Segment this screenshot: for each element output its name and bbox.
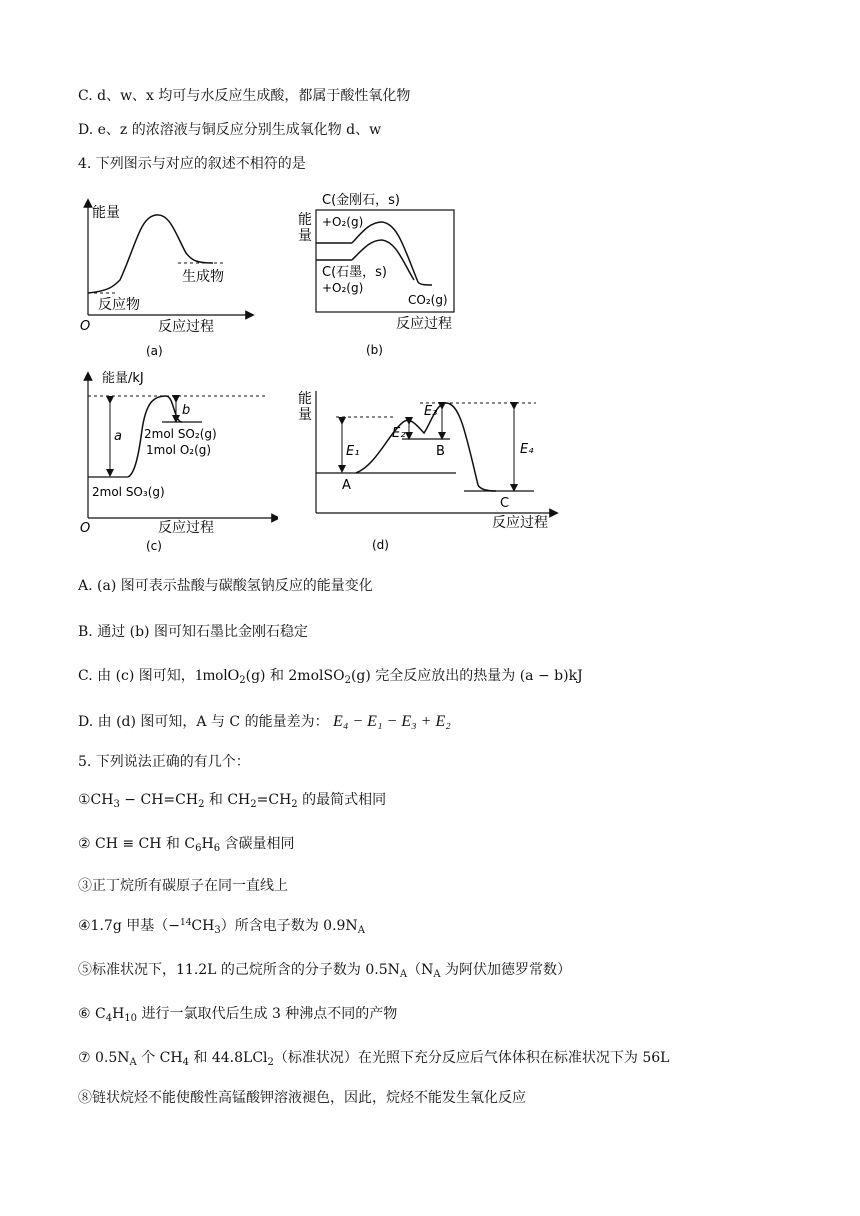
- fig-b-o2-top: +O₂(g): [322, 215, 364, 229]
- option-d-line: D. e、z 的浓溶液与铜反应分别生成氧化物 d、w: [78, 122, 382, 138]
- fig-a-origin: O: [80, 319, 91, 334]
- fig-a-reactant: 反应物: [98, 297, 140, 313]
- fig-b-o2-bottom: +O₂(g): [322, 281, 364, 295]
- statement-6: ⑥ $C_4H_{10}$ 进行一氯取代后生成 3 种沸点不同的产物: [78, 1006, 398, 1024]
- fig-d-ylabel-2: 量: [298, 407, 312, 423]
- fig-d-caption: (d): [372, 538, 389, 552]
- statement-7: ⑦ $0.5N_A$ 个 $CH_4$ 和 44.8LCl$_2$（标准状况）在光照下充分反应后气体体积在标准状况下为 56L: [78, 1050, 670, 1068]
- fig-a-xlabel: 反应过程: [158, 319, 214, 335]
- fig-d-e3: E₃: [424, 404, 438, 419]
- fig-b-caption: (b): [366, 343, 383, 357]
- fig-d-A: A: [342, 478, 351, 493]
- fig-a-caption: (a): [146, 344, 163, 358]
- statement-8: ⑧链状烷烃不能使酸性高锰酸钾溶液褪色，因此，烷烃不能发生氧化反应: [78, 1090, 526, 1106]
- fig-b-ylabel-2: 量: [298, 228, 312, 244]
- fig-d-C: C: [500, 496, 510, 511]
- statement-5: ⑤标准状况下，11.2L 的己烷所含的分子数为 $0.5N_A(N_A$ 为阿伏加德罗常数）: [78, 962, 572, 980]
- figure-c: [78, 370, 278, 560]
- option-a: A. (a) 图可表示盐酸与碳酸氢钠反应的能量变化: [78, 578, 373, 594]
- fig-a-product: 生成物: [182, 269, 224, 285]
- fig-d-ylabel-1: 能: [298, 391, 312, 407]
- fig-d-e4: E₄: [520, 442, 534, 457]
- statement-1: $①CH_3 - CH=CH_2$ 和 $CH_2=CH_2$ 的最简式相同: [78, 792, 387, 810]
- fig-c-b-label: b: [182, 403, 191, 418]
- statement-2: ② CH ≡ CH 和 $C_6H_6$ 含碳量相同: [78, 836, 295, 854]
- fig-c-origin: O: [80, 521, 91, 536]
- fig-c-so3: 2mol SO₃(g): [92, 485, 165, 499]
- fig-b-co2: CO₂(g): [408, 293, 448, 307]
- fig-a-ylabel: 能量: [92, 205, 120, 221]
- fig-c-o2: 1mol O₂(g): [146, 443, 212, 457]
- statement-3: ③正丁烷所有碳原子在同一直线上: [78, 878, 288, 894]
- fig-d-e2: E₂: [392, 426, 406, 441]
- fig-d-B: B: [436, 444, 445, 459]
- fig-b-ylabel-1: 能: [298, 212, 312, 228]
- option-c: C. 由 (c) 图可知，1molO$_2$(g) 和 2molSO$_2$(g) 完全反应放出的热量为 (a − b)kJ: [78, 667, 583, 686]
- figure-b: [296, 190, 466, 360]
- figure-a: [78, 195, 258, 360]
- question-4: 4. 下列图示与对应的叙述不相符的是: [78, 156, 306, 172]
- fig-d-e1: E₁: [346, 444, 360, 459]
- fig-c-a-label: a: [114, 429, 122, 444]
- fig-c-xlabel: 反应过程: [158, 520, 214, 536]
- figure-d: [296, 385, 566, 560]
- question-5: 5. 下列说法正确的有几个：: [78, 754, 250, 770]
- option-b: B. 通过 (b) 图可知石墨比金刚石稳定: [78, 624, 308, 640]
- fig-b-xlabel: 反应过程: [396, 316, 452, 332]
- fig-c-ylabel: 能量/kJ: [102, 371, 144, 386]
- fig-c-caption: (c): [146, 539, 162, 553]
- option-c-line: C. d、w、x 均可与水反应生成酸，都属于酸性氧化物: [78, 88, 411, 104]
- fig-b-graphite: C(石墨，s): [322, 265, 387, 280]
- option-d: D. 由 (d) 图可知，A 与 C 的能量差为： E₄ − E₁ − E₃ + E₂: [78, 713, 451, 730]
- fig-c-so2: 2mol SO₂(g): [144, 427, 217, 441]
- fig-b-diamond: C(金刚石，s): [322, 193, 400, 208]
- statement-4: ④1.7g 甲基$(-^{14}CH_3)$所含电子数为 $0.9N_A$: [78, 918, 365, 936]
- fig-d-xlabel: 反应过程: [492, 515, 548, 531]
